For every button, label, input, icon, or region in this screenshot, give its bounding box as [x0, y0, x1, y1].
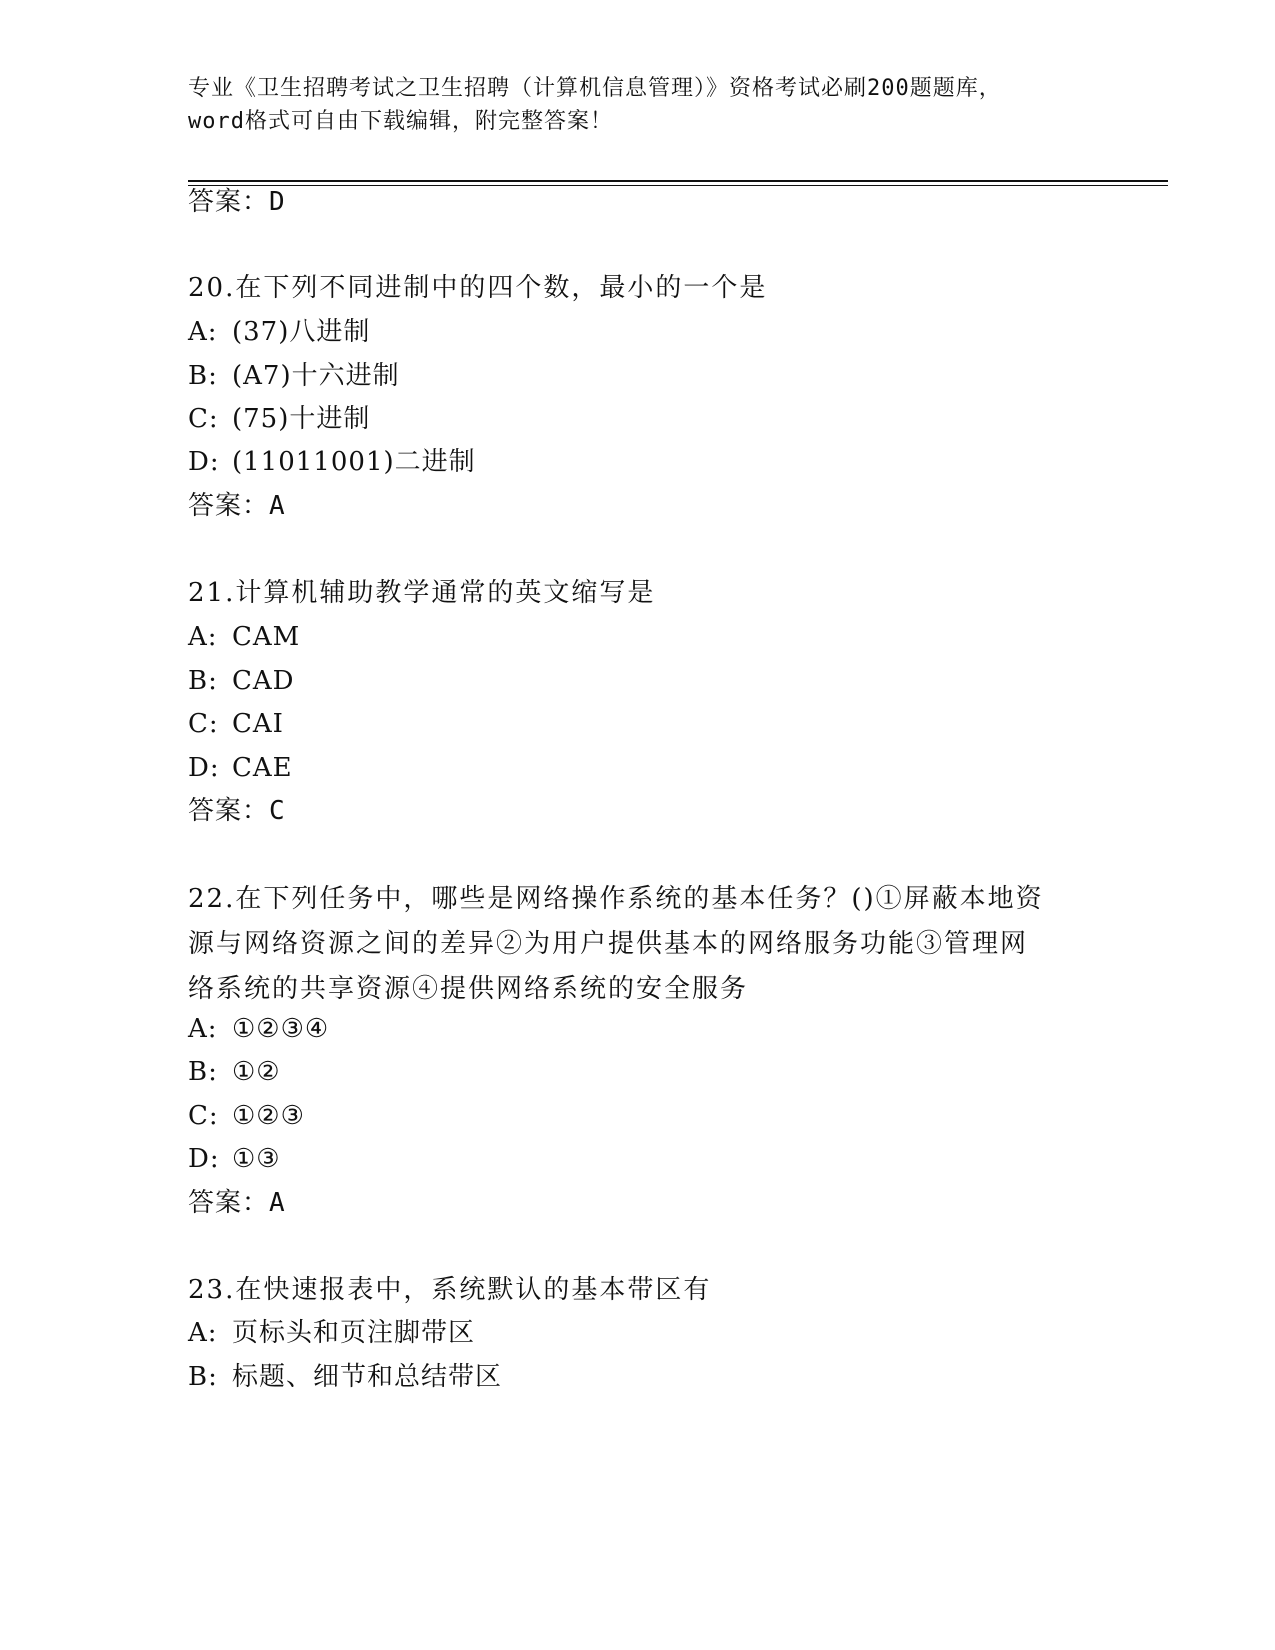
option-text: (75)十进制 — [232, 404, 371, 434]
header-title-line-1: 专业《卫生招聘考试之卫生招聘（计算机信息管理）》资格考试必刷200题题库， — [188, 76, 1002, 101]
option-text: CAM — [232, 622, 301, 652]
option-text: 标题、细节和总结带区 — [232, 1362, 503, 1392]
option-text: (11011001)二进制 — [232, 447, 476, 477]
option-text: (37)八进制 — [232, 317, 371, 347]
option-label: B: — [188, 666, 218, 696]
option-label: A: — [188, 1014, 218, 1044]
question-23-option-a — [188, 1313, 475, 1353]
option-label: B: — [188, 1362, 218, 1392]
header-divider-thin — [188, 185, 1168, 186]
question-22-stem-line-2: 源与网络资源之间的差异②为用户提供基本的网络服务功能③管理网 — [188, 929, 1029, 959]
answer-q19: 答案：D — [188, 187, 286, 217]
option-label: D: — [188, 447, 220, 477]
option-label: A: — [188, 317, 218, 347]
answer-q22: 答案：A — [188, 1188, 286, 1218]
question-22-option-c — [188, 1096, 305, 1136]
header-divider-thick — [188, 180, 1168, 182]
question-20-option-c — [188, 399, 370, 439]
option-label: C: — [188, 709, 219, 739]
option-text: CAI — [232, 709, 284, 739]
option-label: A: — [188, 622, 218, 652]
question-21-option-a — [188, 617, 300, 657]
option-label: D: — [188, 1144, 220, 1174]
question-21-option-d — [188, 748, 293, 788]
option-text: 页标头和页注脚带区 — [232, 1318, 476, 1348]
question-20-option-a — [188, 312, 370, 352]
question-20-option-b — [188, 356, 400, 396]
question-23-stem: 23.在快速报表中，系统默认的基本带区有 — [188, 1275, 712, 1305]
option-text: ①② — [232, 1057, 281, 1087]
answer-q20: 答案：A — [188, 491, 286, 521]
question-23-option-b — [188, 1357, 502, 1397]
question-22-option-a — [188, 1009, 329, 1049]
header-title-line-2: word格式可自由下载编辑，附完整答案！ — [188, 109, 613, 134]
question-22-option-b — [188, 1052, 281, 1092]
question-22-stem — [188, 877, 1088, 1012]
option-text: (A7)十六进制 — [232, 361, 400, 391]
option-text: ①②③ — [232, 1101, 305, 1131]
option-text: CAD — [232, 666, 295, 696]
option-label: D: — [188, 753, 220, 783]
question-20-stem: 20.在下列不同进制中的四个数，最小的一个是 — [188, 273, 768, 303]
option-label: B: — [188, 361, 218, 391]
document-header — [188, 72, 1088, 138]
option-text: CAE — [232, 753, 293, 783]
question-20-option-d — [188, 442, 476, 482]
question-22-stem-line-1: 22.在下列任务中，哪些是网络操作系统的基本任务？()①屏蔽本地资 — [188, 884, 1044, 914]
option-label: A: — [188, 1318, 218, 1348]
question-21-stem: 21.计算机辅助教学通常的英文缩写是 — [188, 578, 656, 608]
option-text: ①②③④ — [232, 1014, 330, 1044]
option-label: B: — [188, 1057, 218, 1087]
question-21-option-b — [188, 661, 295, 701]
option-text: ①③ — [232, 1144, 281, 1174]
option-label: C: — [188, 404, 219, 434]
option-label: C: — [188, 1101, 219, 1131]
question-22-option-d — [188, 1139, 281, 1179]
question-21-option-c — [188, 704, 284, 744]
question-22-stem-line-3: 络系统的共享资源④提供网络系统的安全服务 — [188, 974, 749, 1004]
answer-q21: 答案：C — [188, 796, 286, 826]
